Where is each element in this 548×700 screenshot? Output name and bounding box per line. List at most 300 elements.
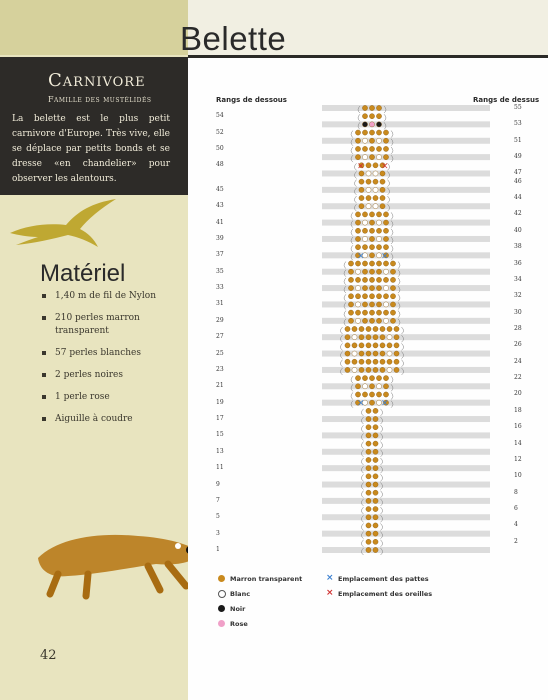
materials-title: Matériel [40, 260, 126, 287]
bead [380, 204, 385, 209]
bead [373, 408, 378, 413]
marker-cross-icon: × [357, 251, 365, 262]
bead [390, 269, 395, 274]
row-label: 33 [216, 284, 224, 292]
row-label: 48 [216, 161, 224, 169]
bead [383, 302, 388, 307]
legend-marron-dot [218, 575, 225, 582]
bead [383, 138, 388, 143]
bead [373, 187, 378, 192]
bead [369, 261, 374, 266]
row-label: 6 [514, 505, 518, 513]
beaded-weasel-photo [28, 518, 208, 600]
thread [362, 425, 383, 432]
row-label: 41 [216, 218, 224, 226]
bead [348, 269, 353, 274]
bead [394, 343, 399, 348]
bead [355, 228, 360, 233]
bead [366, 449, 371, 454]
bead [359, 195, 364, 200]
left-header: Rangs de dessous [216, 96, 287, 104]
row-label: 8 [514, 488, 518, 496]
bead [345, 351, 350, 356]
bead [355, 155, 360, 160]
material-item: 1 perle rose [40, 391, 180, 404]
legend-oreilles: Emplacement des oreilles [338, 590, 433, 598]
material-item: 210 perles marron transparent [40, 312, 180, 338]
bead [369, 253, 374, 258]
row-band [322, 514, 490, 520]
legend-pattes-icon: × [326, 573, 334, 583]
row-band [322, 252, 490, 258]
row-band [322, 416, 490, 422]
bead [352, 367, 357, 372]
bead [376, 130, 381, 135]
legend-pattes: Emplacement des pattes [338, 575, 429, 583]
bead [366, 539, 371, 544]
row-band [322, 531, 490, 537]
bead [355, 318, 360, 323]
row-label: 18 [514, 406, 522, 414]
bead [366, 408, 371, 413]
bead [366, 326, 371, 331]
row-label: 27 [216, 333, 224, 341]
bead [376, 245, 381, 250]
row-label: 25 [216, 349, 224, 357]
thread [362, 458, 383, 465]
bead [355, 245, 360, 250]
bead [345, 367, 350, 372]
bead [355, 277, 360, 282]
bead [373, 498, 378, 503]
bead [390, 302, 395, 307]
bead [369, 302, 374, 307]
bead [355, 294, 360, 299]
bead [383, 261, 388, 266]
row-band [322, 498, 490, 504]
row-label: 11 [216, 464, 224, 472]
bead [355, 310, 360, 315]
animal-description: La belette est le plus petit carnivore d'Europe. Très vive, elle se déplace par petits bonds et se dresse «en chandelier» pour observer les alentours. [12, 114, 170, 184]
bead [352, 326, 357, 331]
bead [362, 146, 367, 151]
bead [390, 261, 395, 266]
bead [376, 261, 381, 266]
row-label: 35 [216, 267, 224, 275]
row-band [322, 203, 490, 209]
bead [362, 220, 367, 225]
bead [369, 220, 374, 225]
row-label: 39 [216, 234, 224, 242]
legend-noir: Noir [230, 605, 246, 613]
row-label: 47 [514, 169, 522, 177]
bead [383, 269, 388, 274]
bead [383, 220, 388, 225]
row-label: 55 [514, 104, 522, 111]
page-number: 42 [40, 648, 57, 663]
row-label: 1 [216, 546, 220, 553]
bead [359, 179, 364, 184]
bead [383, 392, 388, 397]
bead [366, 474, 371, 479]
bead [362, 261, 367, 266]
row-label: 28 [514, 325, 522, 332]
row-band [322, 465, 490, 471]
bead [359, 367, 364, 372]
bead [362, 392, 367, 397]
row-label: 42 [514, 210, 522, 218]
row-label: 50 [216, 144, 224, 152]
row-label: 51 [514, 136, 522, 144]
bead [362, 236, 367, 241]
bead [366, 531, 371, 536]
bead [383, 310, 388, 315]
bead [390, 310, 395, 315]
bead [362, 294, 367, 299]
bead [383, 245, 388, 250]
bead [355, 261, 360, 266]
bead [376, 146, 381, 151]
row-label: 22 [514, 374, 522, 382]
legend-oreilles-icon: × [326, 588, 334, 598]
bead [369, 277, 374, 282]
bead [376, 310, 381, 315]
bead [373, 179, 378, 184]
row-band [322, 432, 490, 438]
row-label: 54 [216, 112, 224, 120]
bead [387, 367, 392, 372]
legend-blanc-dot [218, 590, 226, 598]
bead [376, 277, 381, 282]
bead [373, 204, 378, 209]
bead [376, 236, 381, 241]
bead [376, 384, 381, 389]
material-item: 1,40 m de fil de Nylon [40, 290, 180, 303]
bead [383, 228, 388, 233]
bead [359, 351, 364, 356]
bead [362, 376, 367, 381]
bead [362, 310, 367, 315]
bead [355, 302, 360, 307]
bead [373, 531, 378, 536]
material-item: 2 perles noires [40, 369, 180, 382]
bead [355, 269, 360, 274]
bead [373, 433, 378, 438]
bead [380, 326, 385, 331]
bead [373, 171, 378, 176]
bead [355, 285, 360, 290]
bead [355, 384, 360, 389]
bead [376, 220, 381, 225]
row-label: 7 [216, 496, 220, 504]
bead [366, 359, 371, 364]
bead [376, 392, 381, 397]
row-band [322, 318, 490, 324]
bead [394, 351, 399, 356]
row-band [322, 269, 490, 275]
row-band [322, 547, 490, 553]
bead [352, 351, 357, 356]
row-label: 21 [216, 382, 224, 390]
bead [383, 212, 388, 217]
row-label: 4 [514, 521, 518, 529]
bead [383, 285, 388, 290]
thread [362, 507, 383, 514]
right-header: Rangs de dessus [473, 96, 540, 104]
bead [369, 130, 374, 135]
bead [369, 114, 374, 119]
bead [394, 367, 399, 372]
bead [373, 343, 378, 348]
bead [373, 359, 378, 364]
row-band [322, 236, 490, 242]
legend-marron: Marron transparent [230, 575, 303, 583]
bead [383, 318, 388, 323]
row-band [322, 285, 490, 291]
row-band [322, 154, 490, 160]
bead-pattern [188, 58, 548, 578]
bead [369, 105, 374, 110]
bead [373, 425, 378, 430]
bead [362, 277, 367, 282]
row-label: 32 [514, 292, 522, 300]
bead [362, 114, 367, 119]
bead [373, 515, 378, 520]
bead [383, 236, 388, 241]
row-label: 29 [216, 316, 224, 324]
bead [373, 523, 378, 528]
page-title: Belette [180, 20, 287, 57]
row-label: 45 [216, 185, 224, 193]
bead [366, 482, 371, 487]
bead [366, 466, 371, 471]
bead [373, 335, 378, 340]
bead [373, 482, 378, 487]
bead [348, 277, 353, 282]
bead [383, 376, 388, 381]
bead [380, 187, 385, 192]
bead [373, 449, 378, 454]
legend-rose-dot [218, 620, 225, 627]
thread [362, 474, 383, 481]
bead [359, 335, 364, 340]
row-band [322, 383, 490, 389]
row-label: 2 [514, 537, 518, 545]
bead [383, 130, 388, 135]
pattern-panel [188, 58, 548, 700]
row-label: 26 [514, 341, 522, 349]
bead [362, 384, 367, 389]
bead [376, 114, 381, 119]
bead [366, 171, 371, 176]
bead [376, 302, 381, 307]
bead [362, 302, 367, 307]
bead [355, 212, 360, 217]
animal-family: Famille des mustélidés [48, 95, 152, 104]
row-label: 49 [514, 153, 522, 161]
bead [376, 376, 381, 381]
row-label: 10 [514, 472, 522, 480]
bead [376, 105, 381, 110]
marker-cross-icon: × [381, 251, 389, 262]
bead [362, 269, 367, 274]
bead [373, 506, 378, 511]
bead [376, 294, 381, 299]
bead [366, 179, 371, 184]
bead [383, 155, 388, 160]
bead [348, 310, 353, 315]
bead [362, 245, 367, 250]
bead [387, 351, 392, 356]
bead [373, 539, 378, 544]
material-item: Aiguille à coudre [40, 413, 180, 426]
bead [352, 343, 357, 348]
row-label: 14 [514, 439, 522, 447]
bead [373, 416, 378, 421]
row-label: 53 [514, 120, 522, 128]
bead [376, 138, 381, 143]
bead [352, 335, 357, 340]
bead [366, 457, 371, 462]
bead [359, 359, 364, 364]
bead [390, 277, 395, 282]
bead [366, 506, 371, 511]
bead [376, 318, 381, 323]
bead [366, 195, 371, 200]
bead [380, 343, 385, 348]
bead [373, 163, 378, 168]
bead [352, 359, 357, 364]
bead [359, 343, 364, 348]
row-band [322, 121, 490, 127]
thread [362, 491, 383, 498]
row-label: 44 [514, 194, 522, 202]
row-label: 37 [216, 251, 224, 259]
bead [355, 376, 360, 381]
bead [383, 294, 388, 299]
bead [387, 359, 392, 364]
bead [348, 294, 353, 299]
marker-cross-icon: × [357, 398, 365, 409]
row-band [322, 170, 490, 176]
row-band [322, 105, 490, 111]
bead [369, 392, 374, 397]
bead [373, 441, 378, 446]
row-label: 38 [514, 243, 522, 251]
bead [383, 384, 388, 389]
bead [362, 155, 367, 160]
row-label: 24 [514, 357, 522, 365]
bead [366, 335, 371, 340]
bead [373, 326, 378, 331]
thread [362, 442, 383, 449]
row-band [322, 400, 490, 406]
row-label: 34 [514, 275, 522, 283]
bead [373, 351, 378, 356]
bead [355, 138, 360, 143]
bead [369, 245, 374, 250]
row-label: 5 [216, 513, 220, 521]
bead [355, 236, 360, 241]
bead [366, 343, 371, 348]
row-label: 16 [514, 423, 522, 431]
bead [348, 302, 353, 307]
bead [362, 130, 367, 135]
row-label: 36 [514, 259, 522, 267]
bead [345, 335, 350, 340]
bead [373, 490, 378, 495]
bead [366, 547, 371, 552]
bead [373, 466, 378, 471]
bead [366, 416, 371, 421]
bead [376, 122, 381, 127]
bead [394, 335, 399, 340]
row-label: 9 [216, 480, 220, 488]
legend-blanc: Blanc [230, 590, 251, 598]
bead [359, 187, 364, 192]
marker-cross-icon: × [357, 161, 365, 172]
bead [355, 130, 360, 135]
bead [369, 376, 374, 381]
bead [376, 285, 381, 290]
row-label: 12 [514, 455, 522, 463]
bead [366, 490, 371, 495]
bead [362, 212, 367, 217]
bead [369, 212, 374, 217]
bead [380, 195, 385, 200]
swallow-icon [8, 195, 118, 255]
row-band [322, 301, 490, 307]
bead [362, 105, 367, 110]
bead [366, 498, 371, 503]
bead [387, 326, 392, 331]
legend-rose: Rose [230, 620, 248, 628]
row-band [322, 138, 490, 144]
bead [369, 310, 374, 315]
bead [348, 261, 353, 266]
bead [373, 474, 378, 479]
row-label: 17 [216, 415, 224, 423]
row-label: 20 [514, 390, 522, 398]
bead [348, 318, 353, 323]
bead [380, 351, 385, 356]
thread [362, 409, 383, 416]
bead [376, 212, 381, 217]
bead [369, 285, 374, 290]
bead [376, 228, 381, 233]
bead [362, 122, 367, 127]
row-label: 23 [216, 365, 224, 373]
bead [369, 122, 374, 127]
row-band [322, 220, 490, 226]
bead [345, 343, 350, 348]
marker-cross-icon: × [381, 398, 389, 409]
row-label: 40 [514, 226, 522, 234]
bead [366, 523, 371, 528]
bead [345, 326, 350, 331]
bead [366, 433, 371, 438]
bead [366, 425, 371, 430]
bead [366, 187, 371, 192]
bead [348, 285, 353, 290]
bead [373, 367, 378, 372]
bead [359, 171, 364, 176]
bead [373, 547, 378, 552]
bead [390, 318, 395, 323]
bead [345, 359, 350, 364]
materials-list [40, 290, 180, 435]
bead [366, 163, 371, 168]
